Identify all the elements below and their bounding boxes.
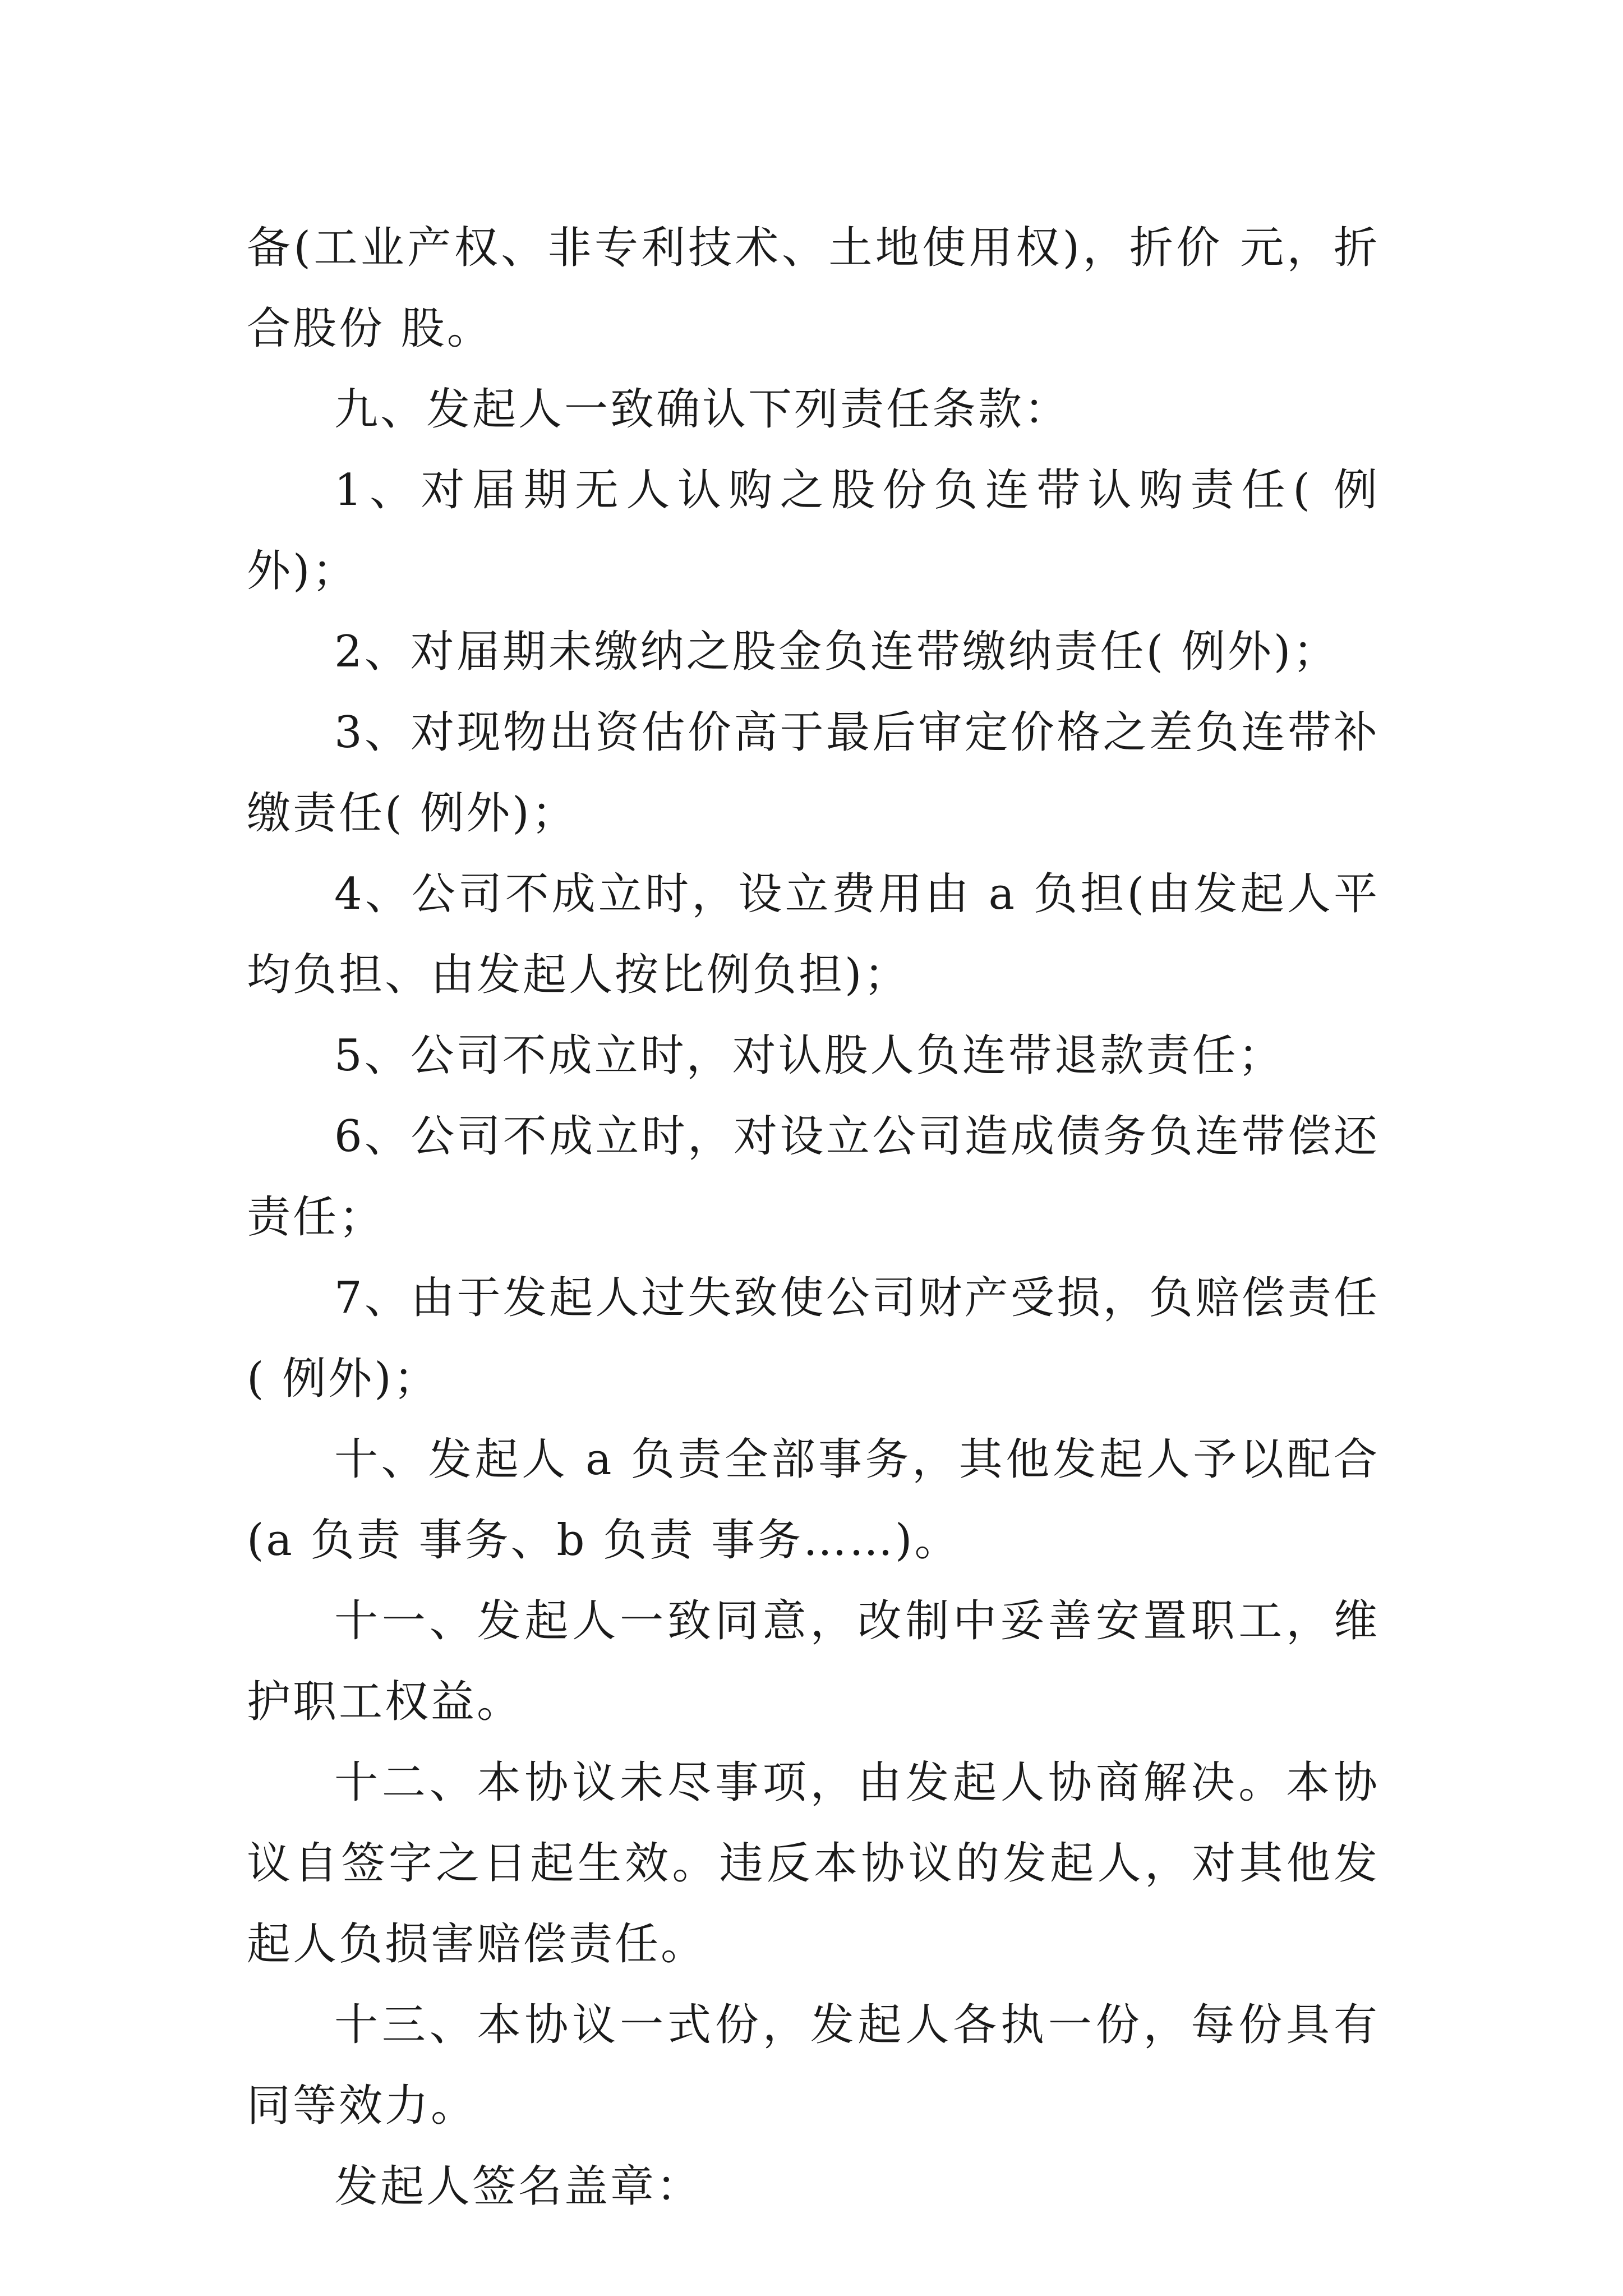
paragraph-section-9-heading: 九、发起人一致确认下列责任条款： [334, 384, 1071, 435]
paragraph-signature-line: 发起人签名盖章： [334, 2161, 703, 2212]
paragraph-clause-2: 2、对届期未缴纳之股金负连带缴纳责任( 例外)； [334, 627, 1339, 677]
paragraph-clause-3: 3、对现物出资估价高于最后审定价格之差负连带补缴责任( 例外)； [247, 707, 1380, 839]
paragraph-section-11: 十一、发起人一致同意，改制中妥善安置职工，维护职工权益。 [247, 1596, 1380, 1727]
paragraph-section-10: 十、发起人 a 负责全部事务，其他发起人予以配合(a 负责 事务、b 负责 事务……)。 [247, 1434, 1380, 1566]
paragraph-clause-4: 4、公司不成立时，设立费用由 a 负担(由发起人平均负担、由发起人按比例负担)； [247, 869, 1380, 1000]
document-body [247, 208, 1380, 2227]
paragraph-clause-1: 1、对届期无人认购之股份负连带认购责任( 例外)； [247, 465, 1380, 596]
paragraph-assets-continuation: 备(工业产权、非专利技术、土地使用权)，折价 元，折合股份 股。 [247, 223, 1380, 354]
paragraph-clause-5: 5、公司不成立时，对认股人负连带退款责任； [334, 1030, 1284, 1081]
paragraph-clause-6: 6、公司不成立时，对设立公司造成债务负连带偿还责任； [247, 1111, 1380, 1243]
paragraph-clause-7: 7、由于发起人过失致使公司财产受损，负赔偿责任( 例外)； [247, 1273, 1380, 1404]
paragraph-section-13: 十三、本协议一式份，发起人各执一份，每份具有同等效力。 [247, 2000, 1380, 2131]
paragraph-section-12: 十二、本协议未尽事项，由发起人协商解决。本协议自签字之日起生效。违反本协议的发起人，对其他发起人负损害赔偿责任。 [247, 1757, 1380, 1970]
